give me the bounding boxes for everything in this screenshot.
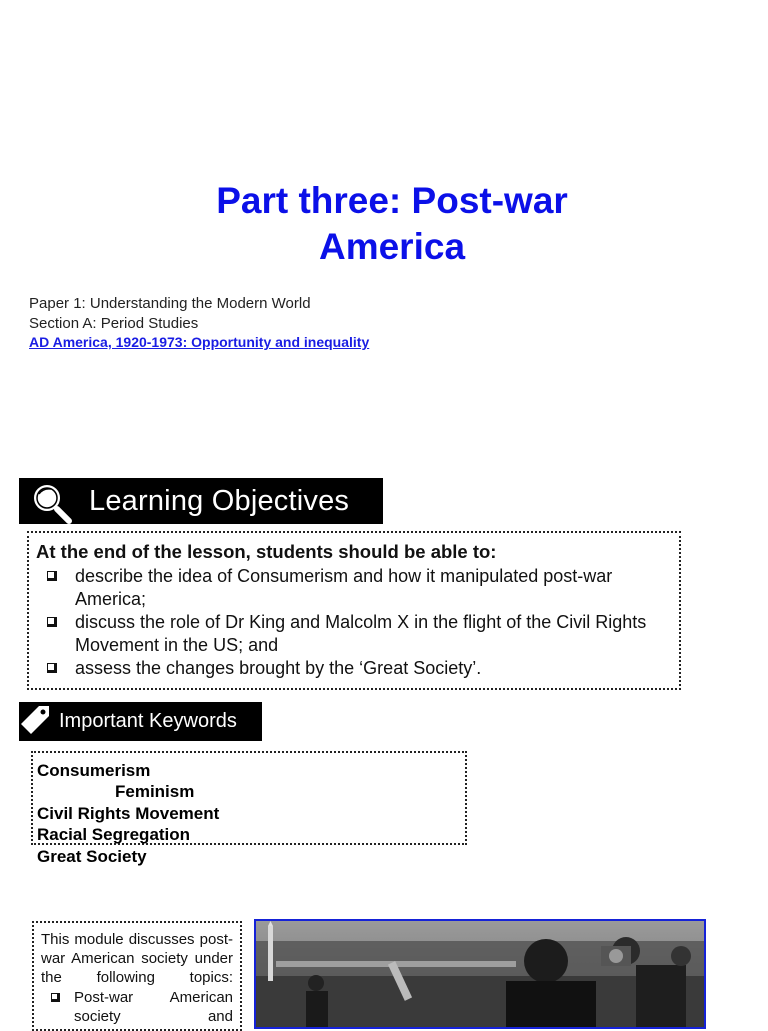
keywords-banner bbox=[19, 702, 262, 741]
checkbox-icon bbox=[47, 663, 57, 673]
objective-item: discuss the role of Dr King and Malcolm X in the flight of the Civil Rights Movement in the US; and bbox=[29, 611, 669, 657]
crowd-photo-image bbox=[256, 921, 704, 1027]
learning-objectives-banner bbox=[19, 478, 383, 524]
keyword-item: Civil Rights Movement bbox=[37, 804, 220, 823]
title-line-2: America bbox=[318, 226, 466, 267]
objective-item: describe the idea of Consumerism and how it manipulated post-war America; bbox=[29, 565, 669, 611]
title-line-1: Part three: Post-war bbox=[216, 180, 568, 221]
course-meta bbox=[29, 294, 369, 353]
checkbox-icon bbox=[47, 571, 57, 581]
objectives-list bbox=[29, 565, 669, 680]
course-link[interactable]: AD America, 1920-1973: Opportunity and inequality bbox=[29, 334, 370, 350]
magnifier-icon bbox=[23, 478, 79, 524]
keyword-item: Racial Segregation bbox=[37, 825, 191, 844]
module-topic-item: Post-war American society and bbox=[41, 988, 233, 1026]
learning-objectives-heading: Learning Objectives bbox=[89, 484, 350, 517]
historical-photo bbox=[254, 919, 706, 1029]
paper-label: Paper 1: Understanding the Modern World bbox=[29, 295, 311, 312]
tag-icon bbox=[19, 702, 55, 741]
keywords-heading: Important Keywords bbox=[59, 710, 237, 732]
checkbox-icon bbox=[47, 617, 57, 627]
module-topics-box bbox=[32, 921, 242, 1031]
module-intro: This module discusses post-war American society under the following topics: bbox=[41, 931, 233, 986]
section-label: Section A: Period Studies bbox=[29, 314, 199, 332]
learning-objectives-box bbox=[27, 531, 681, 690]
keyword-item: Consumerism bbox=[37, 761, 151, 780]
page-title bbox=[0, 178, 768, 270]
objective-item: assess the changes brought by the ‘Great Society’. bbox=[29, 657, 669, 680]
keyword-item: Feminism bbox=[115, 782, 195, 801]
objectives-lead: At the end of the lesson, students should be able to: bbox=[36, 541, 497, 562]
checkbox-icon bbox=[51, 993, 60, 1002]
keyword-item: Great Society bbox=[37, 847, 147, 866]
